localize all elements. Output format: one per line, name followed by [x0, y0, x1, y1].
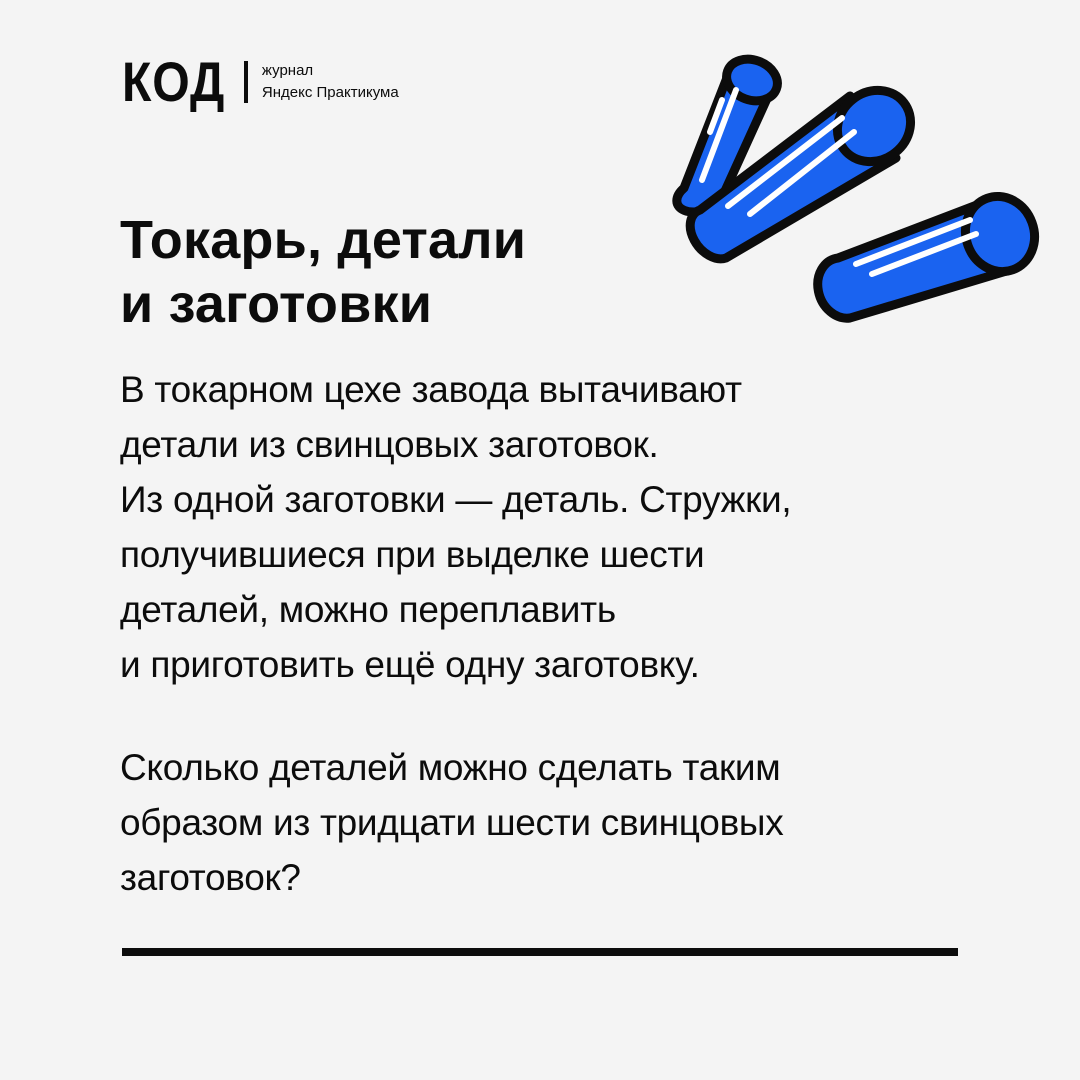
page-title [120, 208, 680, 336]
logo-subtitle-line-2: Яндекс Практикума [261, 84, 399, 101]
lead-blanks-icon [660, 20, 1060, 340]
title-line-1: Токарь, детали [120, 210, 527, 270]
problem-line: Из одной заготовки — деталь. Стружки, [120, 479, 792, 520]
question-line: образом из тридцати шести свинцовых [120, 802, 784, 843]
logo-divider [244, 61, 248, 103]
problem-line: получившиеся при выделке шести [120, 534, 705, 575]
problem-line: и приготовить ещё одну заготовку. [120, 644, 700, 685]
problem-line: деталей, можно переплавить [120, 589, 616, 630]
bottom-divider [122, 948, 958, 956]
question-line: Сколько деталей можно сделать таким [120, 747, 781, 788]
problem-line: детали из свинцовых заготовок. [120, 424, 659, 465]
question-text [120, 740, 1000, 905]
problem-text [120, 362, 1000, 692]
problem-line: В токарном цехе завода вытачивают [120, 369, 742, 410]
logo-subtitle [262, 60, 399, 104]
logo [122, 52, 399, 112]
question-line: заготовок? [120, 857, 301, 898]
logo-wordmark: КОД [122, 50, 226, 113]
logo-subtitle-line-1: журнал [261, 62, 314, 79]
title-line-2: и заготовки [120, 274, 433, 334]
